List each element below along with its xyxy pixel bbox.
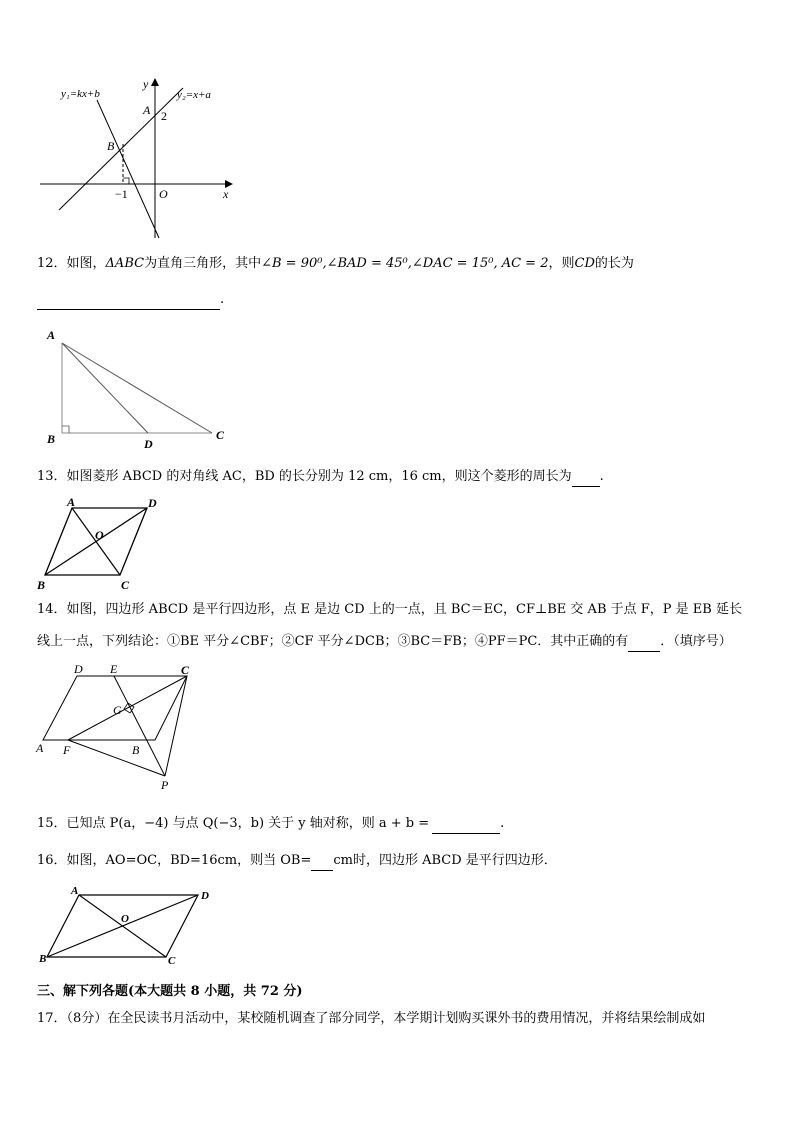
question-12 [37, 254, 634, 274]
label-A: A [67, 495, 76, 509]
figure-q11-linear-functions [35, 70, 245, 245]
segment-EP [114, 676, 165, 776]
q12-answer-blank[interactable] [37, 295, 220, 310]
label-A: A [143, 103, 151, 117]
label-B: B [39, 953, 47, 965]
q14-line2: 线上一点，下列结论：①BE 平分∠CBF；②CF 平分∠DCB；③BC＝FB；④PF＝PC．其中正确的有 [37, 634, 629, 649]
q12-desc: 为直角三角形，其中 [144, 256, 262, 271]
q14-line1: 14．如图，四边形 ABCD 是平行四边形，点 E 是边 CD 上的一点，且 BC＝EC，CF⊥BE 交 AB 于点 F，P 是 EB 延长 [37, 602, 742, 617]
figure-q12-right-triangle [40, 325, 240, 450]
q13-answer-blank[interactable] [572, 472, 600, 487]
q16-answer-blank[interactable] [311, 856, 333, 871]
q12-answer-line [37, 290, 224, 310]
label-x-axis: x [223, 187, 229, 201]
label-A: A [47, 328, 56, 342]
label-B: B [132, 743, 140, 757]
label-A: A [71, 885, 79, 897]
label-2: 2 [161, 109, 167, 123]
question-17 [37, 1009, 705, 1029]
label-B: B [107, 139, 115, 153]
label-B: B [37, 578, 46, 592]
question-14-line-1 [37, 600, 742, 620]
label-D: D [74, 662, 83, 676]
segment-CP [165, 676, 187, 776]
q14-end: ．（填序号） [660, 634, 732, 649]
figure-q16-parallelogram [35, 882, 220, 970]
q15-text: 15．已知点 P(a，−4) 与点 Q(−3，b) 关于 y 轴对称，则 a + b = [37, 816, 430, 831]
figure-q14-parallelogram [35, 662, 200, 797]
label-C: C [216, 428, 225, 442]
label-G: G [113, 703, 122, 717]
figure-q13-rhombus [35, 495, 170, 593]
section-3-heading [37, 982, 303, 1002]
q17-text: 17．（8分）在全民读书月活动中，某校随机调查了部分同学，本学期计划购买课外书的费用情况，并将结果绘制成如 [37, 1011, 706, 1026]
label-O: O [121, 913, 129, 925]
label-C: C [121, 578, 130, 592]
q12-conditions: ∠B = 90⁰,∠BAD = 45⁰,∠DAC = 15⁰, AC = 2 [261, 256, 549, 271]
label-y1: y₁=kx+b [61, 88, 100, 100]
q12-cd: CD [574, 256, 595, 271]
q13-period: . [599, 469, 604, 484]
label-y-axis: y [143, 77, 149, 91]
label-D: D [148, 496, 157, 510]
label-D: D [144, 437, 153, 450]
label-y2: y₂=x+a [177, 89, 211, 101]
right-angle-mark [62, 426, 69, 433]
label-C: C [168, 955, 176, 967]
label-minus-1: −1 [115, 187, 128, 201]
q13-text: 13．如图菱形 ABCD 的对角线 AC，BD 的长分别为 12 cm，16 cm，则这个菱形的周长为 [37, 469, 572, 484]
q16-text: 16．如图，AO=OC，BD=16cm，则当 OB= [37, 853, 312, 868]
label-E: E [110, 662, 118, 676]
question-15 [37, 814, 504, 834]
q12-triangle: ΔABC [105, 256, 145, 271]
right-angle-mark [123, 178, 129, 184]
question-16 [37, 851, 557, 871]
segment-FP [68, 740, 165, 776]
section-3-title: 三、解下列各题(本大题共 8 小题，共 72 分) [37, 984, 303, 999]
q15-period: . [500, 816, 505, 831]
segment-AD [62, 343, 148, 433]
q12-number: 12．如图， [37, 256, 106, 271]
label-F: F [63, 743, 71, 757]
diagonal-BD [47, 895, 198, 957]
y-axis-arrow [151, 78, 159, 86]
q12-length: 的长为 [594, 256, 634, 271]
label-O: O [159, 187, 168, 201]
label-D: D [201, 890, 209, 902]
side-AC [62, 343, 212, 433]
question-14-line-2 [37, 632, 732, 652]
q12-then: ，则 [548, 256, 575, 271]
label-P: P [161, 778, 169, 792]
segment-CF [68, 676, 187, 740]
q14-answer-blank[interactable] [628, 637, 660, 652]
label-C: C [181, 663, 190, 677]
q16-rest: cm时，四边形 ABCD 是平行四边形． [333, 853, 557, 868]
label-O: O [95, 528, 104, 542]
label-B: B [47, 432, 56, 446]
label-A: A [36, 741, 44, 755]
q12-period: . [220, 292, 225, 307]
question-13 [37, 467, 604, 487]
q15-answer-blank[interactable] [432, 819, 500, 834]
